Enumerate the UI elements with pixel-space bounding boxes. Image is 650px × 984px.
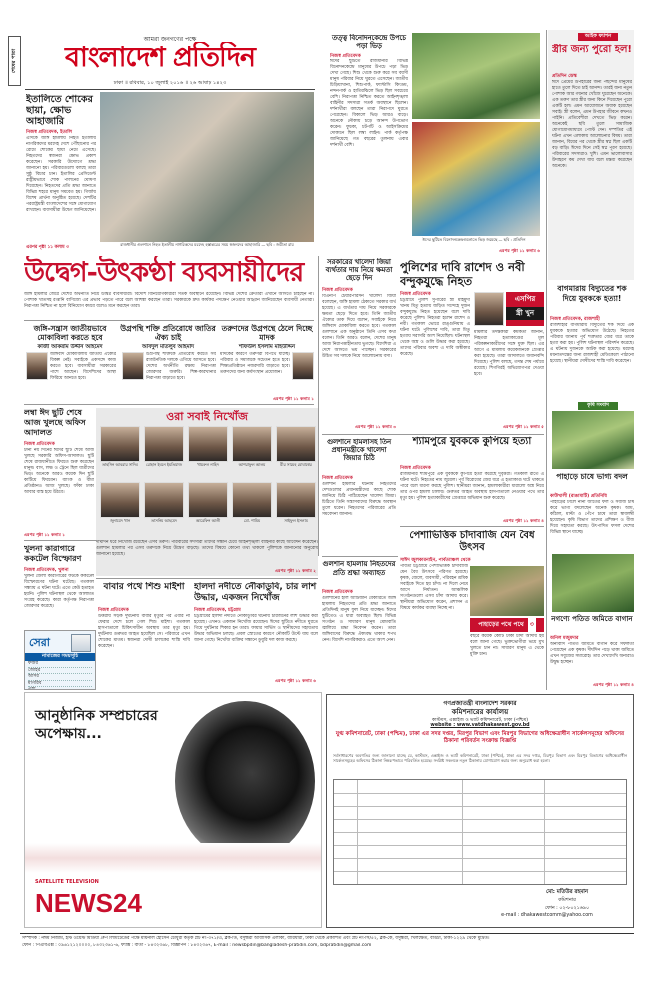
tender-body: সর্বসাধারণের অবগতির জন্য জানানো যাচ্ছে যে, কাস্টমস, এক্সাইজ ও ভ্যাট কমিশনারেট, ঢাকা (পশ্চিম), ঢাকা এর সদর দপ্তর, মিরপুর বিভাগ এবং মিরপুর বিভাগের অধিক্ষেত্রাধীন সার্কেলসমূহের অফিসের ঠিকানা নিম্নরূপভাবে পরিবর্তিত হয়েছে। সংশ্লিষ্ট সকলকে নতুন ঠিকানায় যোগাযোগ করার জন্য অনুরোধ করা হলো।	[333, 753, 627, 764]
ad-top-byline: প্রতিদিন ডেস্ক	[552, 74, 577, 79]
news24-brand: NEWS24	[35, 888, 142, 918]
missing-portrait	[144, 482, 184, 518]
tender-table-col-line	[357, 780, 358, 884]
photo-fallow-garden	[552, 554, 634, 612]
fallow-headline: নগণ্যে পতিত জমিতে বাগান	[551, 614, 633, 623]
footer-contact: ফোন : পিএবিএক্স : ০৯৬১২১২০০০০, ৮৪৩২৩৬১-৬, ফ্যাক্স : বার্তা - ৮৪৩২৩৬৮, বিজ্ঞাপন : ৮৪৩২৩৬৭, E-mail : newsbpdin@bangladesh-pratidin.com, bdpratidin@gmail.com	[22, 943, 372, 948]
tender-table-row-line	[334, 832, 626, 833]
missing-portrait	[232, 482, 272, 518]
shyampur-cont: এরপর পৃষ্ঠা ১১ কলাম ৪	[503, 518, 544, 523]
photo-lake-aerial	[412, 33, 540, 119]
masthead-dateline: ঢাকা ॥ রবিবার, ১০ জুলাই ২০১৬ ॥ ২৬ আষাঢ় ১৪২৩	[113, 80, 227, 86]
photo-italy-mourners	[100, 92, 314, 242]
tender-table	[333, 779, 627, 885]
banner-headline: উদ্বেগ-উৎকণ্ঠা ব্যবসায়ীদের	[24, 257, 304, 288]
bagmara-headline: বাগমারায় বিদ্যুতের শক দিয়ে যুবককে হত্যা!	[557, 284, 627, 303]
tender-header1: গণপ্রজাতন্ত্রী বাংলাদেশ সরকার	[443, 700, 517, 707]
tender-email[interactable]: e-mail : dhakawestcomm@yahoo.com	[501, 913, 593, 918]
prison-byline: নিজস্ব প্রতিবেদক, খুলনা	[24, 568, 69, 573]
italy-byline: নিজস্ব প্রতিবেদক, ইতালি	[26, 130, 73, 135]
lake-caption: ঈদের ছুটিতে বিনোদনকেন্দ্রগুলোতে ভিড় জমেছে — ছবি : প্রতিদিন	[422, 237, 526, 242]
hill-byline: কাউখালী (রাঙামাটি) প্রতিনিধি	[550, 494, 608, 499]
tender-table-col-line	[544, 780, 545, 884]
news24-sub: SATELLITE TELEVISION	[35, 879, 99, 885]
prison-headline: খুলনা কারাগারে ককটেল বিস্ফোরণ	[24, 544, 82, 563]
ad-news24	[24, 692, 322, 928]
ad-top-headline: স্ত্রীর জন্য পুরো হল!	[552, 44, 632, 55]
sub-a-headline: জঙ্গি-সন্ত্রাস জাতীয়ভাবে মোকাবিলা করতে হবে	[33, 324, 107, 342]
sub-b-byline: আবদুল মাতলুব আহমাদ	[141, 344, 195, 350]
missing-portrait	[100, 482, 140, 518]
lake-byline: নিজস্ব প্রতিবেদক	[330, 54, 361, 59]
missing-portrait	[188, 482, 228, 518]
memorial-byline: নিজস্ব প্রতিবেদক	[322, 590, 353, 595]
news24-headline: আনুষ্ঠানিক সম্প্রচারের অপেক্ষায়...	[35, 708, 158, 742]
missing-portrait	[188, 426, 228, 462]
hill-headline: পাহাড়ে চাষে ভাগ্য বদল	[556, 472, 628, 481]
threat-body: গুলশান হামলার ঘটনায় নিহতদের দেশগুলোর প্রধানমন্ত্রীদের কাছে শোক জানিয়ে চিঠি পাঠিয়েছেন খালেদা জিয়া। চিঠিতে তিনি সন্ত্রাসবাদের বিরুদ্ধে অবস্থান তুলে ধরেন। নিহতদের পরিবারের প্রতি সমবেদনা জানান।	[322, 482, 396, 517]
shyampur-byline: নিজস্ব প্রতিবেদক	[400, 466, 431, 471]
memorial-body: গুলশানের হলি আর্টিজান বেকারিতে জঙ্গি হামলায় নিহতদের প্রতি শ্রদ্ধা জানাতে প্রতিদিনই মানুষ ফুল নিয়ে যাচ্ছেন। ঈদের ছুটিতেও এ ধারা অব্যাহত ছিল। বিভিন্ন সংগঠন ও সাধারণ মানুষ মোমবাতি জ্বালিয়ে শ্রদ্ধা নিবেদন করেন। তারা জঙ্গিবাদের বিরুদ্ধে ঐক্যবদ্ধ থাকার শপথ নেন। বিদেশি নাগরিকরাও এতে অংশ নেন।	[322, 596, 396, 643]
news24-swoosh	[25, 843, 322, 873]
boat-body: চট্টগ্রামের হালদা নদীতে নৌকাডুবির ঘটনায় চারজনের লাশ উদ্ধার করা হয়েছে। এখনও একজন নিখোঁজ রয়েছেন। ঈদের ছুটিতে নদীতে ঘুরতে গিয়ে দুর্ঘটনার শিকার হন তারা। ফায়ার সার্ভিস ও স্থানীয়দের সহায়তায় উদ্ধার অভিযান চলছে। প্রবল স্রোতের কারণে নৌকাটি উল্টে যায় বলে জানা গেছে। নিখোঁজ ব্যক্তির সন্ধানে ডুবুরি দল কাজ করছে।	[194, 614, 318, 643]
tender-sign-role: কমিশনার	[558, 897, 576, 903]
shyampur-headline: শ্যামপুরে যুবককে কুপিয়ে হত্যা	[412, 436, 532, 447]
missing-name: রোহান ইবনে ইমতিয়াজ	[145, 462, 182, 467]
tender-website[interactable]: website : www.vatdhakawest.gov.bd	[430, 723, 530, 728]
banner-intro: জঙ্গি হামলার জেরে দেশের অর্থনীতি নিয়ে উদ্বিগ্ন ব্যবসায়ীরা। বিদেশি বিনিয়োগকারীরা সতর্ক অবস্থানে রয়েছেন। বিভিন্ন দেশের ক্রেতারা এখানে আসতে চাইছেন না। পোশাক খাতসহ রপ্তানি বাণিজ্যে এর প্রভাব পড়তে পারে বলে আশঙ্কা করছেন তারা। সরকারকে দ্রুত কার্যকর পদক্ষেপ নেওয়ার আহ্বান জানিয়েছেন ব্যবসায়ী নেতারা। নিরাপত্তা নিশ্চিত না হলে বিনিয়োগ কমবে বলেও মনে করছেন তারা।	[24, 292, 314, 309]
tender-sign-name: মো: মতিউর রহমান	[546, 889, 588, 895]
extortion-body-2: বছরে কয়েক কোটি টাকা চাঁদা আদায় হয় বলে জানা গেছে। ভুক্তভোগীরা ভয়ে মুখ খুলতে চান না। সাধারণ মানুষ এ থেকে মুক্তি চান।	[470, 634, 544, 657]
threat-byline: নিজস্ব প্রতিবেদক	[322, 476, 353, 481]
police-badge-sp: এসপির স্ত্রী খুন	[506, 292, 544, 326]
sub-a-byline: কাজী আকরাম উদ্দীন আহমেদ	[37, 344, 103, 350]
lake-headline: তত্ত্ব বিনোদনকেন্দ্রে উপচে পড়া ভিড়	[332, 34, 406, 50]
sera-prayer-row: জোহর	[28, 668, 92, 675]
ad-sera	[24, 630, 96, 690]
sera-prayer-row: মাগরিব	[28, 681, 92, 688]
khaleda-headline: সরকারের খালেদা জিয়া ব্যর্থতার দায় নিয়ে ক্ষমতা ছেড়ে দিন	[325, 258, 393, 283]
fallow-body: অনাবাদি পতিত জমিতে বাগান করে সফলতা পেয়েছেন এক কৃষক। দীর্ঘদিন পড়ে থাকা জমিতে এখন সবুজের সমারোহ। তার দেখাদেখি অন্যরাও উদ্বুদ্ধ হচ্ছেন।	[550, 642, 634, 665]
police-byline: নিজস্ব প্রতিবেদক	[400, 292, 431, 297]
bagmara-body: রাজশাহীর বাগমারায় বিদ্যুতের শক দিয়ে এক যুবককে হত্যার অভিযোগ উঠেছে। নিহতের পরিবার জানায় পূর্ব শত্রুতার জের ধরে তাকে হত্যা করা হয়। পুলিশ ঘটনাস্থল পরিদর্শন করেছে। এ ঘটনায় দুজনকে আটক করা হয়েছে। মরদেহ ময়নাতদন্তের জন্য রাজশাহী মেডিকেলে পাঠানো হয়েছে। স্থানীয়রা দোষীদের শাস্তি দাবি করেছেন।	[550, 323, 634, 364]
missing-portrait	[276, 482, 316, 518]
bagmara-byline: নিজস্ব প্রতিবেদক, রাজশাহী	[550, 317, 600, 322]
missing-name: মো. শামিম	[243, 518, 261, 523]
sera-tagline: নামাজের সময়সূচি	[25, 653, 95, 661]
missing-name: সাইফুল ইসলাম	[284, 518, 308, 523]
hill-body: পাহাড়ের ঢালে নানা জাতের ফল ও সবজি চাষ করে ভাগ্য বদলেছেন অনেক কৃষক। আম, কাঁঠাল, মাল্টা ও পেঁপে চাষে তারা স্বাবলম্বী হয়েছেন। কৃষি বিভাগ তাদের প্রশিক্ষণ ও বীজ দিয়ে সহায়তা করছে। উৎপাদিত ফসল দেশের বিভিন্ন স্থানে যাচ্ছে।	[550, 500, 634, 535]
sub-c-headline: তরুণদের উগ্রপন্থে ঠেলে দিচ্ছে মাদক	[221, 324, 313, 342]
missing-name: তাসনিম আহমেদ	[151, 518, 177, 523]
boat-cont: এরপর পৃষ্ঠা ১১ কলাম ৬	[275, 678, 316, 683]
police-portrait	[474, 292, 504, 326]
office-body: টানা নয় দিনের ঈদের ছুটি শেষে আজ খুলছে সরকারি অফিস-আদালত। ছুটি শেষে রাজধানীতে ফিরতে শুরু করেছেন মানুষ। বাস, লঞ্চ ও ট্রেনে ছিল যাত্রীদের ভিড়। অনেকে আরও কয়েক দিন ছুটি কাটিয়ে ফিরবেন। ব্যাংক ও বীমা প্রতিষ্ঠানও আজ খুলছে। ফাঁকা ঢাকা আবার ব্যস্ত হয়ে উঠবে।	[24, 448, 94, 495]
sub-a-body: জঙ্গিবাদ মোকাবিলায় জাতীয় ঐক্যের বিকল্প নেই। সবাইকে একসঙ্গে কাজ করতে হবে। ব্যবসায়ীরা সরকারের পাশে আছেন। বিদেশিদের আস্থা ফিরিয়ে আনতে হবে।	[50, 352, 116, 381]
extortion-body: পার্বত্য চট্টগ্রামে পেশাভিত্তিক চাঁদাবাজি যেন বৈধ উৎসবে পরিণত হয়েছে। কৃষক, জেলে, ব্যবসায়ী, পরিবহন শ্রমিক সবাইকে দিতে হয় চাঁদা। না দিলে নেমে আসে নির্যাতন। আঞ্চলিক সংগঠনগুলো এসব চাঁদা আদায় করে। স্থানীয়রা অভিযোগ করেন, প্রশাসন এ বিষয়ে কার্যকর ব্যবস্থা নিচ্ছে না।	[400, 564, 468, 611]
sera-prayer-row: আসর	[28, 674, 92, 681]
tender-phone: ফোন : ০২-৮০২১৬৯০	[544, 906, 590, 911]
boat-byline: নিজস্ব প্রতিবেদক, চট্টগ্রাম	[194, 608, 241, 613]
maisha-body: উত্তরায় সড়ক দুর্ঘটনায় বাবার মৃত্যুর পর এবার না ফেরার দেশে চলে গেল শিশু মাইশা। গতকাল হাসপাতালে চিকিৎসাধীন অবস্থায় তার মৃত্যু হয়। দুর্ঘটনায় গুরুতর আহত হয়েছিল সে। পরিবারে এখন শোকের মাতম। স্বজনরা দোষী চালকের শাস্তি দাবি করেছেন।	[98, 614, 190, 649]
tender-table-row-line	[334, 793, 626, 794]
side-label: শেষের পাতা	[8, 36, 21, 86]
missing-portrait	[232, 426, 272, 462]
ad-tender	[326, 694, 634, 928]
khaleda-body: বিএনপি চেয়ারপারসন খালেদা জিয়া বলেছেন, জঙ্গি হামলা ঠেকাতে সরকার ব্যর্থ হয়েছে। এ ব্যর্থতার দায় নিয়ে সরকারকে ক্ষমতা ছেড়ে দিতে হবে। তিনি জাতীয় ঐক্যের ডাক দিয়ে বলেন, সবাইকে নিয়ে জঙ্গিবাদ মোকাবিলা করতে হবে। গতকাল গুলশানে এক অনুষ্ঠানে তিনি এসব কথা বলেন। তিনি আরও বলেন, দেশের মানুষ আজ নিরাপত্তাহীনতায় ভুগছে। বিদেশিরা এ দেশে আসতে ভয় পাচ্ছেন। সরকারের উচিত সব দলকে নিয়ে আলোচনায় বসা।	[322, 294, 396, 359]
extortion-byline: সাঈদ জুলকারনাইন, পার্বত্যাঞ্চল থেকে	[400, 558, 471, 563]
italy-body: এদিকে জঙ্গি হামলায় নিহত ইতালীয় নাগরিকদের মরদেহ দেশে পৌঁছানোর পর রোমে শোকের ছায়া নেমে এসেছে। নিহতদের স্বজনরা ক্ষোভ প্রকাশ করেছেন। সরকারি উদ্যোগে শ্রদ্ধা জানানো হয়। পরিবারগুলো বলছে তারা সুষ্ঠু বিচার চান। ইতালির প্রেসিডেন্ট রাষ্ট্রীয়ভাবে শোক পালনের ঘোষণা দিয়েছেন। নিহতদের প্রতি শ্রদ্ধা জানাতে বিভিন্ন শহরে মানুষ সমবেত হয়। গির্জায় বিশেষ প্রার্থনা অনুষ্ঠিত হয়েছে। দেশটির পররাষ্ট্রমন্ত্রী বাংলাদেশের সঙ্গে যোগাযোগ রাখছেন। ব্যবসায়ীরা উদ্বেগ জানিয়েছেন।	[26, 136, 96, 213]
sera-prayer-row: এশা	[28, 687, 92, 690]
banner-sub-cont: এরপর পৃষ্ঠা ১১ কলাম ১	[273, 396, 314, 401]
missing-portrait	[100, 426, 140, 462]
footer-imprint: সম্পাদক : নঈম নিজাম, ইস্ট ওয়েস্ট মিডিয়া গ্রুপ লিমিটেডের পক্ষে মায়নাল হোসেন চৌধুরী কর্তৃক প্লট নং-৩৭১/এ, ব্লক-ডি, বসুন্ধরা আবাসিক এলাকা, বারিধারা, ঢাকা থেকে প্রকাশিত এবং প্লট নং-সি/৫২, ব্লক-কে, বসুন্ধরা, খিলক্ষেত, বাড্ডা, ঢাকা-১২২৯ থেকে মুদ্রিত।	[22, 936, 490, 941]
masthead-tagline: আমরা জনগণের পক্ষে	[143, 36, 197, 43]
masthead-title: বাংলাদেশ প্রতিদিন	[65, 42, 255, 73]
office-cont: এরপর পৃষ্ঠা ১১ কলাম ১	[24, 532, 65, 537]
maisha-byline: নিজস্ব প্রতিবেদক	[98, 608, 129, 613]
missing-name: আশরাফুল আলম	[238, 462, 266, 467]
ad-top-body: ঈদে প্রেমের উপহারের জন্য পছন্দের মানুষের হাতে তুলে দিতে চাই আনন্দ। তারই জন্য নতুন পোশাক আর গয়নার খোঁজে ঘুরেছেন অনেকে। এক তরুণ তার স্ত্রীর জন্য কিনে দিয়েছেন পুরো একটি হল। এমন আয়োজনে অবাক হয়েছেন সবাই। স্ত্রী বলেন, এমন উপহার জীবনে কখনও পাইনি। প্রতিবেশীরা দেখতে ভিড় করেন। অনেকেই ছবি তুলে সামাজিক যোগাযোগমাধ্যমে পোস্ট দেন। দম্পতির এই ঘটনা এখন এলাকায় আলোচনার বিষয়। তারা জানান, বিয়ের পর থেকে স্ত্রীর স্বপ্ন ছিল একটি বড় বাড়ি। ঈদের দিনে সেই স্বপ্ন পূরণ হয়েছে। পরিবারের সদস্যরাও খুশি। এমন ভালোবাসার উদাহরণ কম দেখা যায় বলে মন্তব্য করেছেন অনেকে।	[552, 80, 632, 169]
missing-portrait	[276, 426, 316, 462]
photo-hill-farm	[552, 411, 634, 469]
right-cont: এরপর পৃষ্ঠা ১১ কলাম ৪	[593, 682, 634, 687]
sera-can	[71, 634, 91, 652]
tender-table-row-line	[334, 806, 626, 807]
lake-body: ঈদের ছুটিতে রাজধানীর বিভিন্ন বিনোদনকেন্দ্রে মানুষের উপচে পড়া ভিড় দেখা গেছে। শিশু থেকে শুরু করে সব বয়সী মানুষ পরিবার নিয়ে ঘুরতে এসেছেন। জাতীয় চিড়িয়াখানা, শিশুপার্ক, ফ্যান্টাসি কিংডম, নন্দনপার্ক ও হাতিরঝিলে ভিড় ছিল সবচেয়ে বেশি। নিরাপত্তা নিশ্চিত করতে আইনশৃঙ্খলা বাহিনীর সদস্যরা সতর্ক অবস্থানে ছিলেন। দর্শনার্থীরা বলছেন তারা নিরাপদে ঘুরতে পেরেছেন। বিকালে ভিড় আরও বাড়ে। অনেকে নৌকায় চড়ে আনন্দ উপভোগ করেন। ফুচকা, চটপটি ও আইসক্রিমের দোকানে ছিল লম্বা লাইন। পার্ক কর্তৃপক্ষ জানিয়েছে গত বছরের তুলনায় এবার দর্শনার্থী বেশি।	[330, 59, 408, 148]
missing-body: দীর্ঘদিন ধরে নিখোঁজ রয়েছেন এসব তরুণ। পরিবারের সদস্যরা তাদের সন্ধান চেয়ে আইনশৃঙ্খলা বাহিনীর কাছে আবেদন করেছেন। গুলশান হামলার পর এসব তরুণকে নিয়ে উদ্বেগ বাড়ছে। তাদের বিষয়ে কোনো তথ্য থাকলে পুলিশকে জানানোর অনুরোধ জানানো হয়েছে।	[96, 540, 318, 557]
boat-headline: হালদা নদীতে নৌকাডুবি, চার লাশ উদ্ধার, একজন নিখোঁজ	[194, 582, 317, 603]
missing-name: তাহসিন আবরার সাদিব	[102, 462, 138, 467]
extortion-badge: পাহাড়ের পথে পথে ৩	[470, 618, 544, 632]
sub-b-body: উগ্রপন্থি শক্তিকে প্রতিরোধ করতে সব রাজনৈতিক দলকে এগিয়ে আসতে হবে। দেশের অর্থনীতি রক্ষায় নিরাপত্তা জোরদার জরুরি। শিল্প-কারখানার নিরাপত্তা বাড়াতে হবে।	[146, 352, 216, 381]
maisha-headline: বাবার পথে শিশু মাইশা	[103, 582, 185, 592]
office-headline: লম্বা ঈদ ছুটি শেষে আজ খুলছে অফিস আদালত	[24, 408, 86, 437]
khaleda-byline: নিজস্ব প্রতিবেদক	[322, 288, 353, 293]
missing-headline: ওরা সবাই নিখোঁজ	[166, 410, 248, 423]
memorial-headline: গুলশান হামলায় নিহতদের প্রতি শ্রদ্ধা অব্যাহত	[322, 560, 396, 577]
missing-cont: এরপর পৃষ্ঠা ১১ কলাম ২	[275, 568, 316, 573]
krishi-label: কৃষি সংবাদ	[578, 402, 618, 410]
tender-header2: কমিশনারের কার্যালয়	[451, 708, 509, 716]
sub-c-body: মাদকের কারণে তরুণরা বিপথে যাচ্ছে। পরিবার ও সমাজকে সচেতন হতে হবে। শিক্ষাপ্রতিষ্ঠানে নজরদারি বাড়াতে হবে। তরুণদের জন্য কর্মসংস্থান প্রয়োজন।	[220, 352, 290, 375]
news24-camera	[175, 701, 315, 861]
sera-brand: সেরা	[29, 636, 50, 649]
photo-carousel-ride	[412, 122, 540, 236]
police-headline: পুলিশের দাবি রাশেদ ও নবী বন্দুকযুদ্ধে নিহত	[400, 260, 525, 288]
khaleda-cont: এরপর পৃষ্ঠা ১১ কলাম ৩	[355, 424, 396, 429]
missing-name: মীর সামেহ মোবাশ্বের	[280, 462, 312, 467]
photo-italy-caption: রাজধানীর গুলশানে নিহত ইতালীয় নাগরিকদের মরদেহ হস্তান্তরের সময় স্বজনদের আহাজারি — ছবি : জয়ীতা রায়	[120, 242, 294, 247]
tender-table-row-line	[334, 858, 626, 859]
italy-cont: এরপর পৃষ্ঠা ১১ কলাম ৩	[26, 245, 69, 250]
sub-b-portrait	[122, 352, 144, 380]
italy-headline: ইতালিতে শোকের ছায়া, ক্ষোভ আহাজারি	[26, 94, 93, 127]
police-cont: এরপর পৃষ্ঠা ১১ কলাম ৫	[503, 424, 544, 429]
ad-top-label: আইফ ফ্যাশন	[578, 33, 618, 41]
tender-title: যুগ্ম কমিশনারেট, ঢাকা (পশ্চিম), ঢাকা এর সদর দপ্তর, মিরপুর বিভাগ এবং মিরপুর বিভাগের অধিক্ষেত্রাধীন সার্কেলসমূহের অফিসের ঠিকানা পরিবর্তন সংক্রান্ত বিজ্ঞপ্তি	[335, 731, 625, 744]
sera-prayer-list	[28, 661, 92, 690]
tender-table-row-line	[334, 845, 626, 846]
police-body: চট্টগ্রামে পুলিশ সুপারের স্ত্রী মাহমুদা খানম মিতু হত্যায় জড়িত সন্দেহে দুজন বন্দুকযুদ্ধে নিহত হয়েছেন বলে দাবি করেছে পুলিশ। নিহতরা হলেন রাশেদ ও নবী। গতকাল ভোরে রাঙ্গুনিয়ায় এ ঘটনা ঘটে। পুলিশের দাবি, তারা মিতু হত্যায় সরাসরি অংশ নিয়েছিল। ঘটনাস্থল থেকে অস্ত্র ও গুলি উদ্ধার করা হয়েছে। তাদের পরিবার অবশ্য এ দাবি অস্বীকার করেছে।	[400, 298, 470, 357]
missing-name: খায়রুল নাহিদ	[197, 462, 219, 467]
sub-c-byline: শফিউল ইসলাম মহিউদ্দিন	[239, 344, 295, 350]
extortion-headline: পেশাভিত্তিক চাঁদাবাজি যেন বৈধ উৎসব	[409, 530, 535, 553]
threat-headline: গুলশানে হামলাসহ তিন প্রধানমন্ত্রীকে খালেদা জিয়ার চিঠি	[326, 438, 392, 463]
fallow-byline: অনিল মজুমদার	[550, 636, 579, 641]
photo-hill-road	[470, 566, 544, 616]
tender-address: কাস্টমস, এক্সাইজ ও ভ্যাট কমিশনারেট, ঢাকা (পশ্চিম)	[431, 718, 529, 723]
office-byline: নিজস্ব প্রতিবেদক	[24, 442, 55, 447]
sub-c-portrait	[292, 352, 314, 380]
missing-portrait	[144, 426, 184, 462]
tender-table-row-line	[334, 871, 626, 872]
tender-table-row-line	[334, 819, 626, 820]
police-body-2: মামলার তদন্তকারী কর্মকর্তা জানান, নিহতরা হত্যাকাণ্ডের মূল পরিকল্পনাকারীদের সঙ্গে যুক্ত ছিল। এর আগে এ মামলায় কয়েকজনকে গ্রেপ্তার করা হয়েছে। তারা আদালতে জবানবন্দি দিয়েছে। পুলিশ বলছে, তদন্ত শেষ পর্যায়ে রয়েছে। শিগগিরই অভিযোগপত্র দেওয়া হবে।	[474, 330, 544, 377]
lake-cont: এরপর পৃষ্ঠা ১১ কলাম ৬	[499, 248, 540, 253]
tender-table-col-line	[462, 780, 463, 884]
prison-body: খুলনা জেলা কারাগারের ফটকে ককটেল বিস্ফোরণের ঘটনা ঘটেছে। গতকাল সন্ধ্যায় এ ঘটনা ঘটে। এতে কেউ হতাহত হয়নি। পুলিশ ঘটনাস্থল থেকে আলামত সংগ্রহ করেছে। কারা কর্তৃপক্ষ নিরাপত্তা জোরদার করেছে।	[24, 574, 94, 609]
sera-prayer-row: ফজর	[28, 661, 92, 668]
shyampur-body: রাজধানীর শ্যামপুরে এক যুবককে কুপিয়ে হত্যা করেছে দুর্বৃত্তরা। গতকাল রাতে এ ঘটনা ঘটে। নিহতের নাম জুয়েল। পূর্ব বিরোধের জের ধরে এ হত্যাকাণ্ড ঘটে থাকতে পারে বলে ধারণা করছে পুলিশ। স্থানীয়রা জানান, হামলাকারীরা ধারালো অস্ত্র নিয়ে তার ওপর হামলা চালায়। গুরুতর আহত অবস্থায় হাসপাতালে নেওয়ার পথে তার মৃত্যু হয়। পুলিশ হত্যাকারীদের গ্রেপ্তারে অভিযান শুরু করেছে।	[400, 472, 544, 501]
sub-a-portrait	[26, 352, 48, 380]
missing-name: আরেফিন আলী	[195, 518, 221, 523]
missing-name: জুনায়েদ খান	[109, 518, 131, 523]
sub-b-headline: উগ্রপন্থি শক্তি প্রতিরোধে জাতির ঐক্য চাই	[120, 324, 216, 342]
